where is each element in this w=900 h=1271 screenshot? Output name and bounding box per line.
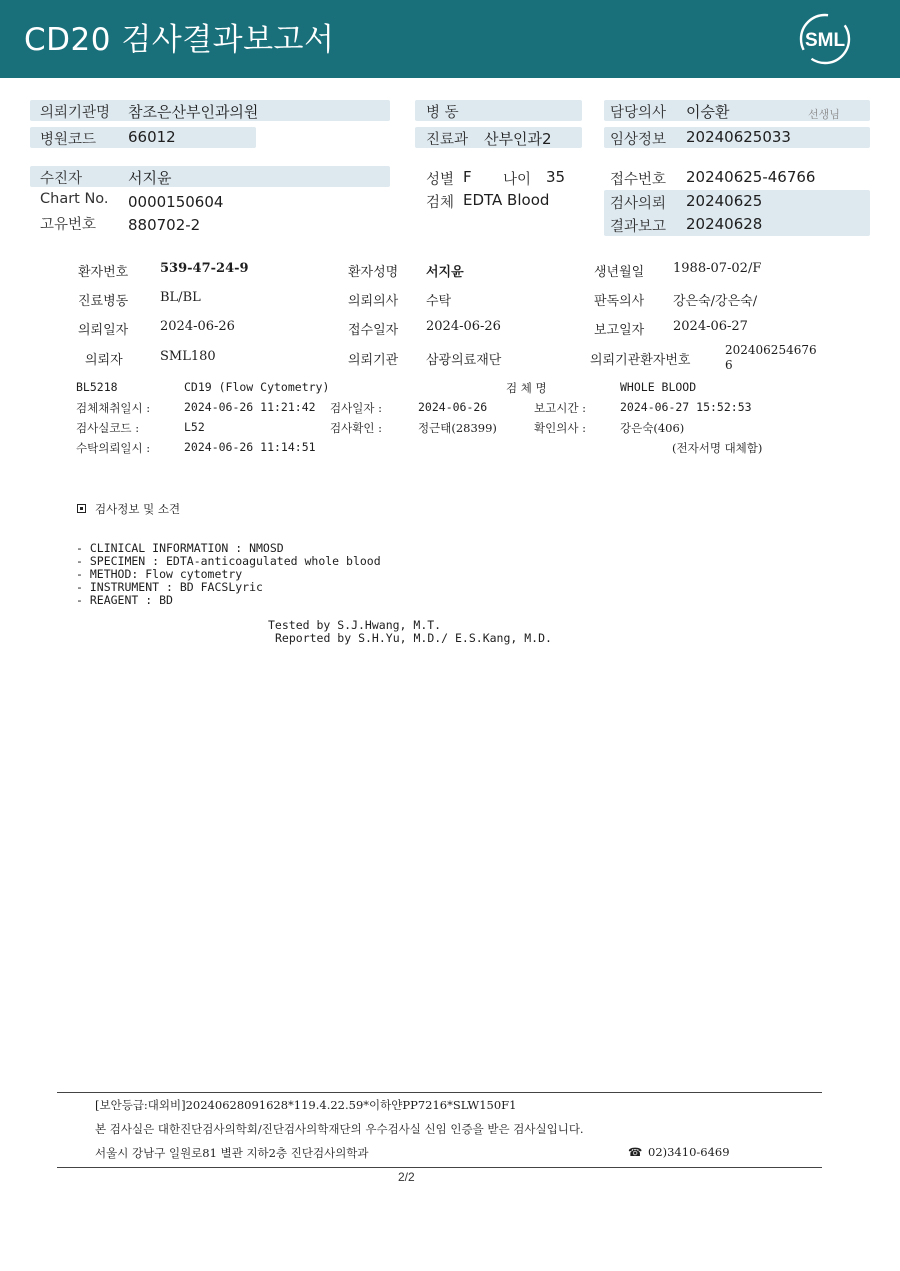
unique-value: 880702-2 <box>128 216 201 234</box>
reader-label: 판독의사 <box>594 294 645 309</box>
report-time-value: 2024-06-27 15:52:53 <box>620 400 752 414</box>
logo-text: SML <box>804 30 846 51</box>
address-line: 서울시 강남구 일원로81 별관 지하2층 진단검사의학과 <box>95 1146 369 1160</box>
confirm-doc-label: 확인의사 : <box>534 421 586 435</box>
request-value: 20240625 <box>686 192 763 210</box>
institution-value: 참조은산부인과의원 <box>128 103 259 121</box>
finding-line: - SPECIMEN : EDTA-anticoagulated whole blood <box>76 554 381 568</box>
specimen-name-value: WHOLE BLOOD <box>620 380 697 394</box>
page-number: 2/2 <box>398 1170 415 1184</box>
reported-by: Reported by S.H.Yu, M.D./ E.S.Kang, M.D. <box>275 631 552 645</box>
confirm-doc-value: 강은숙(406) <box>620 421 685 435</box>
rec-date-label: 접수일자 <box>348 323 399 338</box>
patient-box <box>30 166 390 187</box>
age-value: 35 <box>546 168 566 186</box>
name-value: 서지윤 <box>426 265 464 280</box>
doctor-value: 이숭환 <box>686 103 730 121</box>
report-title: CD20 검사결과보고서 <box>24 22 335 58</box>
confirm-value: 정근태(28399) <box>418 421 497 435</box>
inst-pid-label: 의뢰기관환자번호 <box>590 353 691 368</box>
unique-label: 고유번호 <box>40 217 97 233</box>
specimen-label: 검체 <box>426 195 455 211</box>
name-label: 환자성명 <box>348 265 399 280</box>
req-date-value: 2024-06-26 <box>160 319 235 334</box>
collect-label: 검체채취일시 : <box>76 401 151 415</box>
finding-line: - REAGENT : BD <box>76 593 173 607</box>
phone-icon: ☎ <box>628 1145 643 1159</box>
esign-note: (전자서명 대체함) <box>672 441 763 455</box>
pid-value: 539-47-24-9 <box>160 261 249 276</box>
confirm-label: 검사확인 : <box>330 421 382 435</box>
req-inst-value: 삼광의료재단 <box>426 353 502 368</box>
dept-label: 진료과 <box>426 132 469 148</box>
ward-table-value: BL/BL <box>160 290 201 305</box>
request-label: 검사의뢰 <box>610 196 667 212</box>
result-value: 20240628 <box>686 215 763 233</box>
inst-pid-value-line2: 6 <box>725 358 733 372</box>
lab-code-value: L52 <box>184 420 205 434</box>
test-code: BL5218 <box>76 380 118 394</box>
age-label: 나이 <box>503 172 532 188</box>
footer-top-divider <box>57 1092 822 1093</box>
certification-line: 본 검사실은 대한진단검사의학회/진단검사의학재단의 우수검사실 신임 인증을 받은 검사실입니다. <box>95 1122 584 1136</box>
ward-label: 병 동 <box>426 105 459 121</box>
tested-by: Tested by S.J.Hwang, M.T. <box>268 618 442 632</box>
report-header <box>0 0 900 78</box>
req-date-label: 의뢰일자 <box>78 323 129 338</box>
findings-heading: 검사정보 및 소견 <box>95 502 181 516</box>
test-date-label: 검사일자 : <box>330 401 382 415</box>
receipt-label: 접수번호 <box>610 172 667 188</box>
inst-pid-value-line1: 202406254676 <box>725 343 817 357</box>
sml-logo <box>796 12 854 66</box>
hospital-code-label: 병원코드 <box>40 132 97 148</box>
sex-label: 성별 <box>426 172 455 188</box>
reader-value: 강은숙/강은숙/ <box>673 294 758 309</box>
dob-label: 생년월일 <box>594 265 645 280</box>
ward-table-label: 진료병동 <box>78 294 129 309</box>
req-doc-label: 의뢰의사 <box>348 294 399 309</box>
phone-number: 02)3410-6469 <box>648 1145 730 1159</box>
req-inst-label: 의뢰기관 <box>348 353 399 368</box>
doctor-suffix: 선생님 <box>808 108 840 121</box>
dob-value: 1988-07-02/F <box>673 261 762 276</box>
footer-bottom-divider <box>57 1167 822 1168</box>
dept-value: 산부인과2 <box>484 130 552 148</box>
square-bullet-icon <box>77 504 86 513</box>
requester-label: 의뢰자 <box>85 353 123 368</box>
consign-value: 2024-06-26 11:14:51 <box>184 440 316 454</box>
security-line: [보안등급:대외비]20240628091628*119.4.22.59*이하얀PP7216*SLW150F1 <box>95 1098 517 1112</box>
finding-line: - METHOD: Flow cytometry <box>76 567 243 581</box>
chart-value: 0000150604 <box>128 193 224 211</box>
report-time-label: 보고시간 : <box>534 401 586 415</box>
consign-label: 수탁의뢰일시 : <box>76 441 151 455</box>
finding-line: - CLINICAL INFORMATION : NMOSD <box>76 541 284 555</box>
clinical-label: 임상정보 <box>610 132 667 148</box>
institution-label: 의뢰기관명 <box>40 105 111 121</box>
rep-date-label: 보고일자 <box>594 323 645 338</box>
rep-date-value: 2024-06-27 <box>673 319 748 334</box>
sex-value: F <box>463 168 472 186</box>
pid-label: 환자번호 <box>78 265 129 280</box>
clinical-value: 20240625033 <box>686 128 791 146</box>
req-doc-value: 수탁 <box>426 294 452 309</box>
result-label: 결과보고 <box>610 219 667 235</box>
finding-line: - INSTRUMENT : BD FACSLyric <box>76 580 263 594</box>
hospital-code-value: 66012 <box>128 128 176 146</box>
specimen-value: EDTA Blood <box>463 191 550 209</box>
collect-value: 2024-06-26 11:21:42 <box>184 400 316 414</box>
test-date-value: 2024-06-26 <box>418 400 488 414</box>
lab-code-label: 검사실코드 : <box>76 421 140 435</box>
requester-value: SML180 <box>160 349 216 364</box>
chart-label: Chart No. <box>40 191 109 207</box>
doctor-label: 담당의사 <box>610 105 667 121</box>
patient-label: 수진자 <box>40 171 83 187</box>
specimen-name-label: 검 체 명 <box>506 381 547 395</box>
patient-value: 서지윤 <box>128 169 172 187</box>
receipt-value: 20240625-46766 <box>686 168 816 186</box>
test-name: CD19 (Flow Cytometry) <box>184 380 330 394</box>
rec-date-value: 2024-06-26 <box>426 319 501 334</box>
